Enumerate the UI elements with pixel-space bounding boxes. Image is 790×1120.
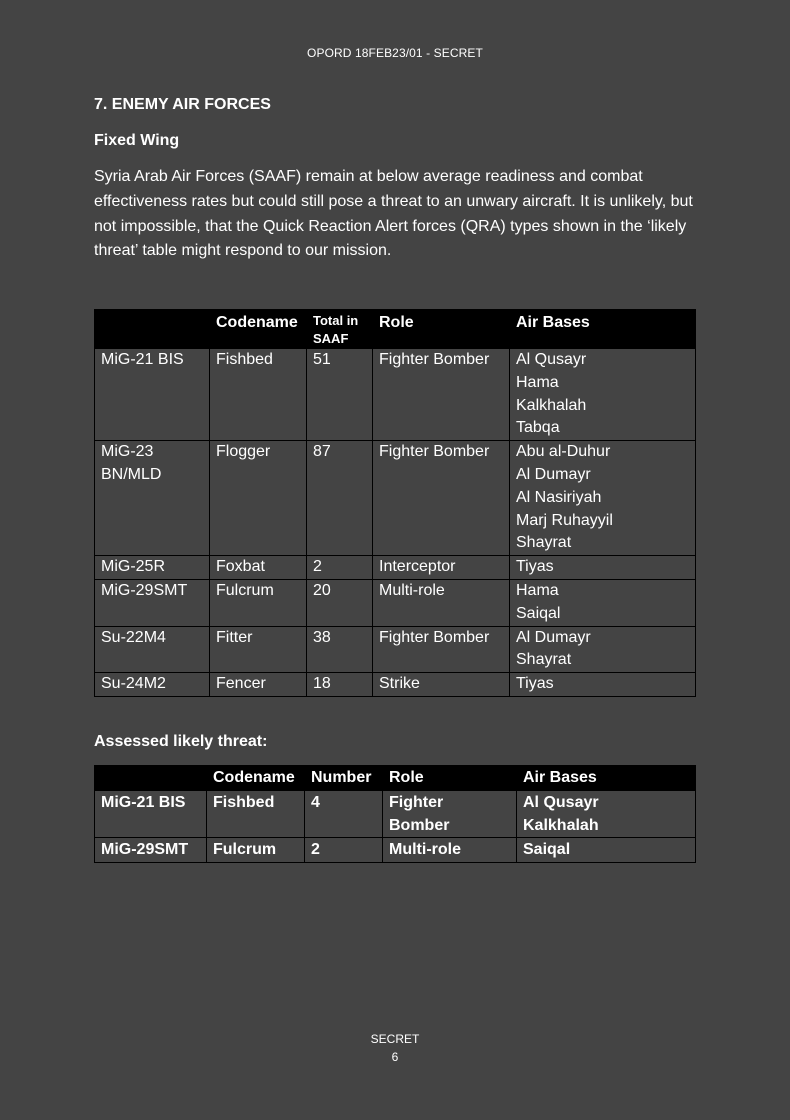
aircraft-cell: MiG-29SMT: [95, 579, 210, 626]
role-cell: Interceptor: [373, 556, 510, 580]
total-cell: 18: [307, 673, 373, 697]
header-air-bases: Air Bases: [517, 766, 696, 791]
aircraft-cell: MiG-29SMT: [95, 838, 207, 863]
codename-cell: Fishbed: [207, 790, 305, 838]
role-cell: Multi-role: [383, 838, 517, 863]
air-base: Shayrat: [516, 534, 572, 552]
header-aircraft: [95, 310, 210, 349]
air-base: Kalkhalah: [523, 816, 599, 834]
air-bases-cell: [517, 790, 696, 838]
subsection-title: Fixed Wing: [94, 132, 180, 149]
role-cell: Strike: [373, 673, 510, 697]
table-row: [95, 349, 696, 441]
total-cell: 87: [307, 441, 373, 556]
air-base: Tiyas: [516, 675, 554, 693]
codename-cell: Fencer: [210, 673, 307, 697]
codename-cell: Fulcrum: [207, 838, 305, 863]
header-air-bases: Air Bases: [510, 310, 696, 349]
header-aircraft: [95, 766, 207, 791]
air-base: Al Qusayr: [516, 351, 587, 368]
aircraft-cell: MiG-23 BN/MLD: [95, 441, 210, 556]
air-base: Hama: [516, 373, 559, 391]
number-cell: 4: [305, 790, 383, 838]
role-cell: Fighter Bomber: [383, 790, 517, 838]
aircraft-cell: Su-22M4: [95, 626, 210, 673]
air-base: Saiqal: [516, 604, 561, 622]
air-bases-cell: [510, 626, 696, 673]
table-row: [95, 441, 696, 556]
threat-table: [94, 765, 696, 863]
air-base: Al Dumayr: [516, 628, 591, 646]
total-cell: 51: [307, 349, 373, 441]
air-base: Marj Ruhayyil: [516, 511, 613, 529]
table-row: [95, 556, 696, 580]
role-cell: Multi-role: [373, 579, 510, 626]
role-cell: Fighter Bomber: [373, 349, 510, 441]
header-codename: Codename: [210, 310, 307, 349]
table-row: [95, 579, 696, 626]
air-base: Saiqal: [523, 841, 571, 859]
codename-cell: Fitter: [210, 626, 307, 673]
aircraft-cell: MiG-25R: [95, 556, 210, 580]
air-bases-cell: [510, 349, 696, 441]
header-codename: Codename: [207, 766, 305, 791]
page-footer: [0, 1030, 790, 1066]
air-base: Kalkhalah: [516, 396, 587, 414]
section-title: 7. ENEMY AIR FORCES: [94, 96, 271, 113]
codename-cell: Fulcrum: [210, 579, 307, 626]
air-base: Al Qusayr: [523, 793, 599, 811]
air-base: Tiyas: [516, 558, 554, 576]
table-row: [95, 838, 696, 863]
number-cell: 2: [305, 838, 383, 863]
air-base: Tabqa: [516, 419, 560, 437]
table-header-row: [95, 310, 696, 349]
table-row: [95, 626, 696, 673]
air-bases-cell: [510, 673, 696, 697]
aircraft-cell: MiG-21 BIS: [95, 349, 210, 441]
aircraft-cell: Su-24M2: [95, 673, 210, 697]
air-base: Al Dumayr: [516, 465, 591, 483]
air-bases-cell: [510, 579, 696, 626]
air-base: Shayrat: [516, 651, 572, 669]
table-row: [95, 790, 696, 838]
codename-cell: Foxbat: [210, 556, 307, 580]
role-cell: Fighter Bomber: [373, 626, 510, 673]
header-number: Number: [305, 766, 383, 791]
header-total: Total in SAAF: [307, 310, 373, 349]
aircraft-table: [94, 309, 696, 697]
table-header-row: [95, 766, 696, 791]
codename-cell: Fishbed: [210, 349, 307, 441]
air-base: Al Nasiriyah: [516, 488, 602, 506]
air-bases-cell: [510, 441, 696, 556]
page-header: OPORD 18FEB23/01 - SECRET: [307, 46, 483, 60]
total-cell: 38: [307, 626, 373, 673]
role-cell: Fighter Bomber: [373, 441, 510, 556]
total-cell: 20: [307, 579, 373, 626]
header-role: Role: [373, 310, 510, 349]
total-cell: 2: [307, 556, 373, 580]
intro-paragraph: Syria Arab Air Forces (SAAF) remain at below average readiness and combat effectiveness rates but could still pose a threat to an unwary aircraft. It is unlikely, but not impossible, that the Quick Reaction Alert forces (QRA) types shown in the ‘likely threat’ table might respond to our mission.: [94, 168, 693, 260]
threat-heading: Assessed likely threat:: [94, 733, 268, 750]
codename-cell: Flogger: [210, 441, 307, 556]
air-bases-cell: [517, 838, 696, 863]
footer-classification: SECRET: [370, 1032, 420, 1046]
air-base: Abu al-Duhur: [516, 443, 611, 461]
air-base: Hama: [516, 581, 559, 599]
aircraft-cell: MiG-21 BIS: [95, 790, 207, 838]
page-number: 6: [391, 1050, 399, 1064]
table-row: [95, 673, 696, 697]
header-role: Role: [383, 766, 517, 791]
air-bases-cell: [510, 556, 696, 580]
